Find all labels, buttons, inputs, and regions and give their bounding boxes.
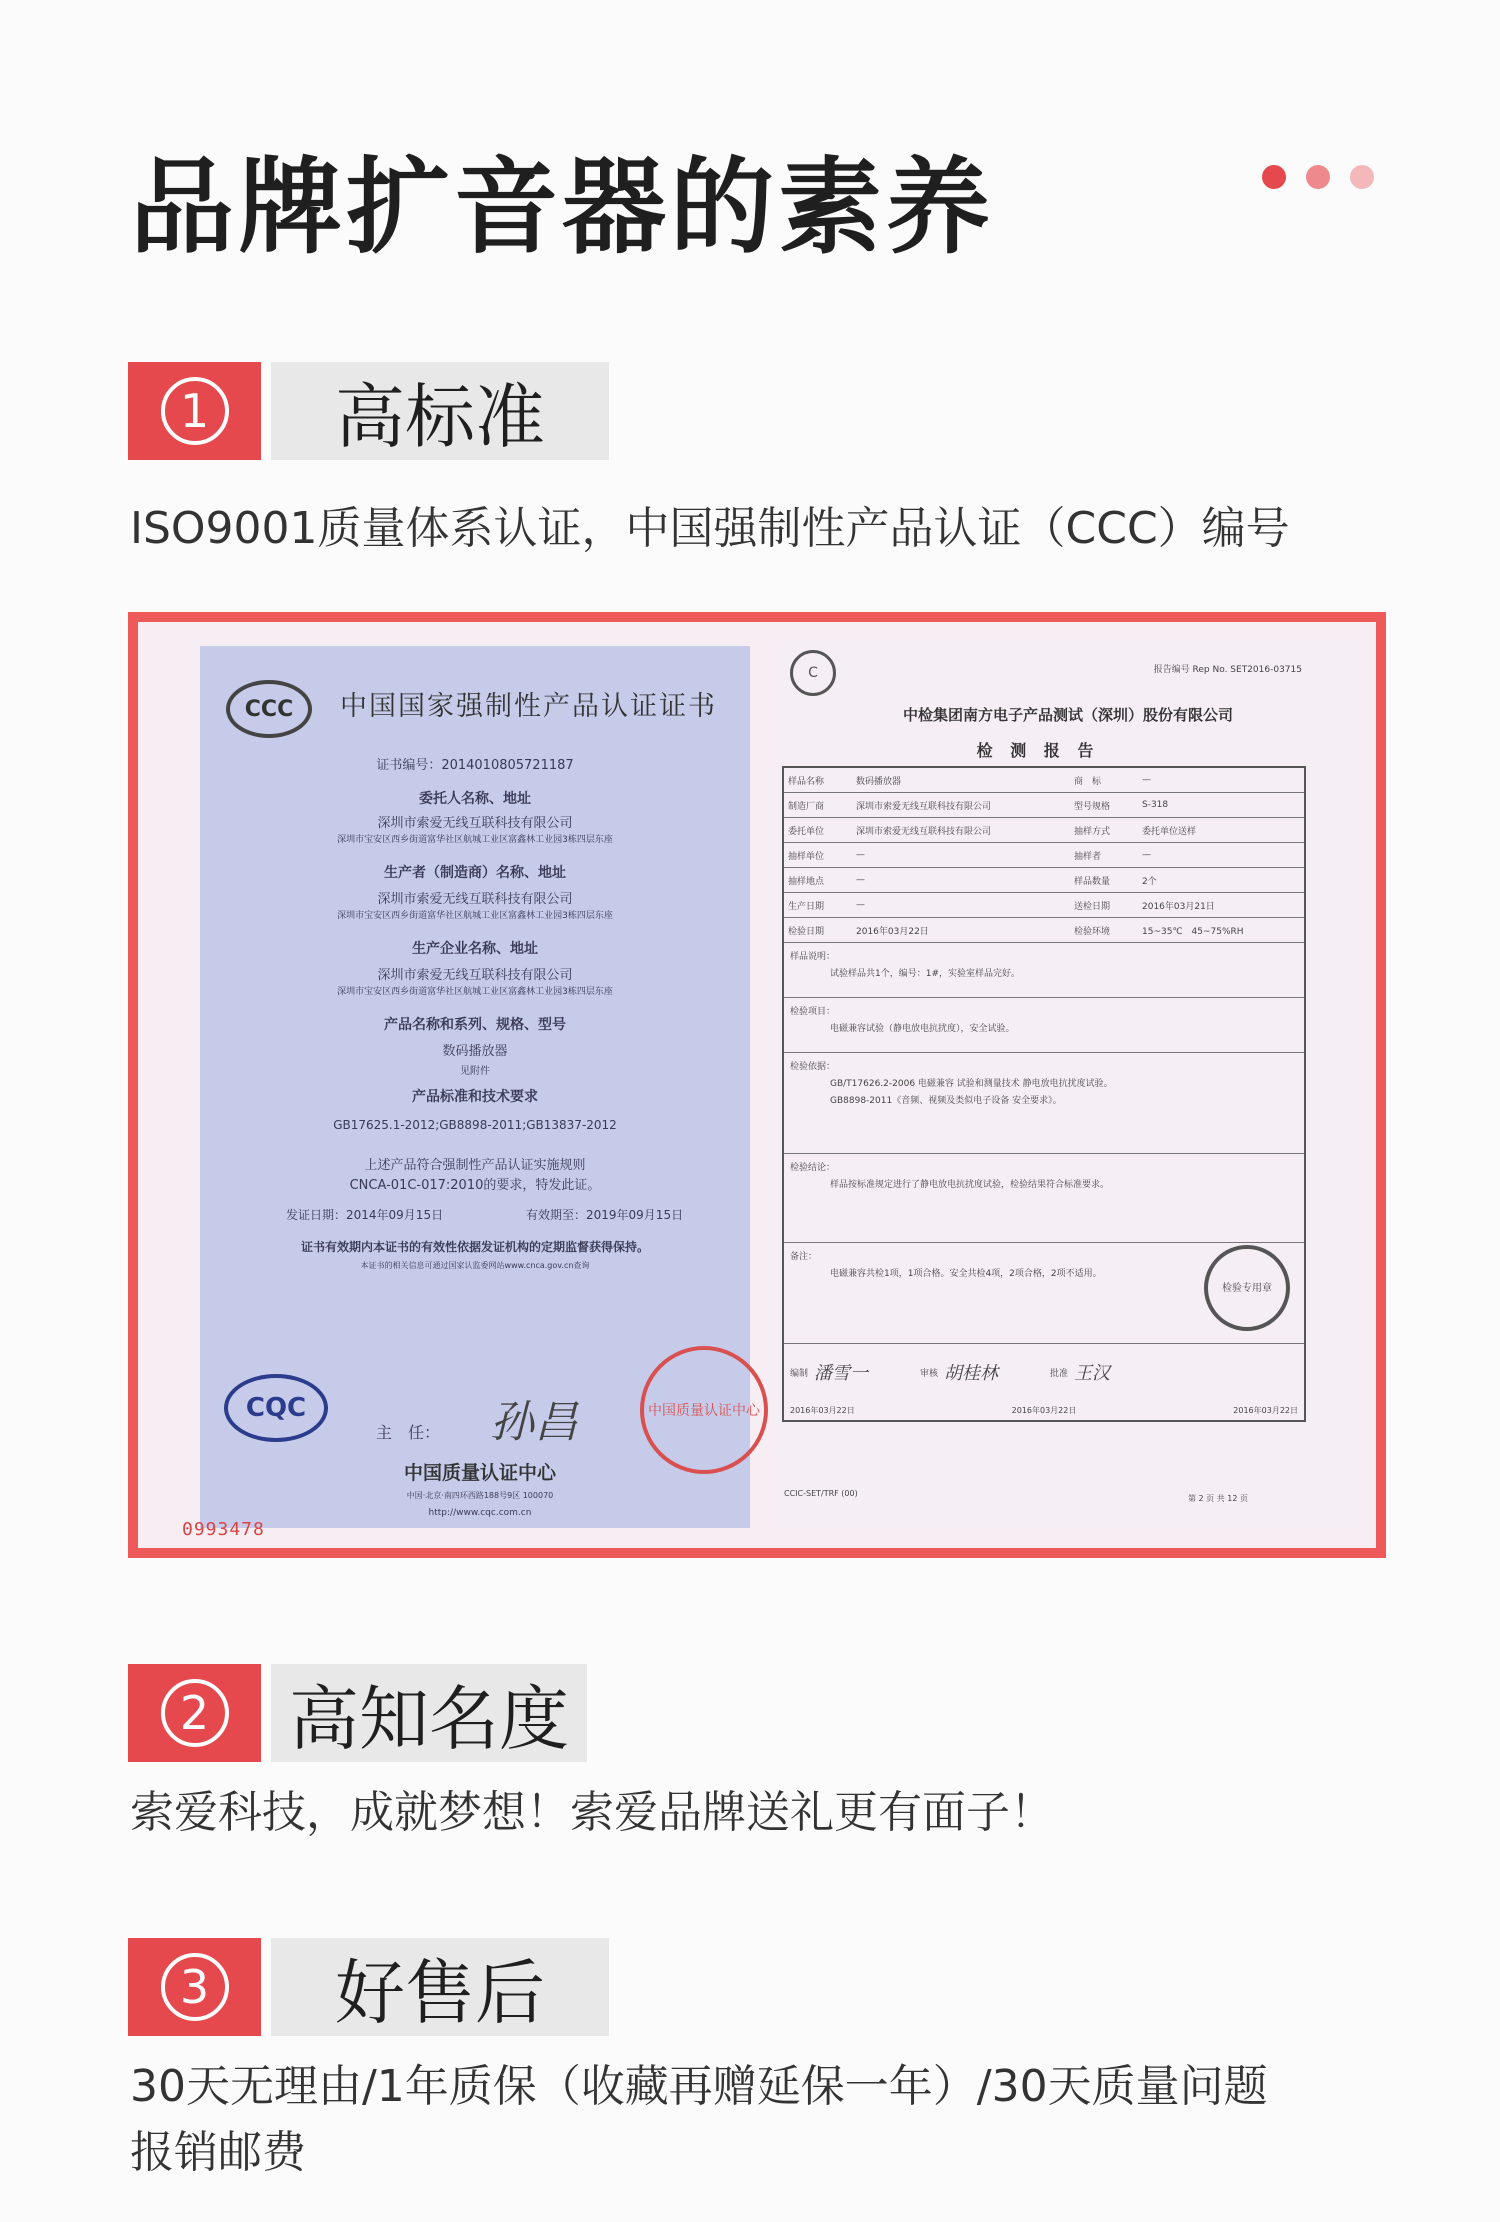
statement-2: CNCA-01C-017:2010的要求，特发此证。 xyxy=(349,1178,601,1193)
section-1-number: 1 xyxy=(161,377,229,445)
report-number: 报告编号 Rep No. SET2016-03715 xyxy=(1153,665,1302,675)
sample-description: 样品说明： 试验样品共1个，编号：1#，实验室样品完好。 xyxy=(784,943,1304,998)
table-row: 检验日期 2016年03月22日 检验环境 15~35℃ 45~75%RH xyxy=(784,918,1304,943)
section-1-number-box xyxy=(128,362,261,460)
signature-row: 编制 潘雪一 审核 胡桂林 批准 王汉 xyxy=(790,1363,1111,1384)
signature-dates: 2016年03月22日 2016年03月22日 2016年03月22日 xyxy=(790,1405,1298,1415)
factory-label: 生产企业名称、地址 xyxy=(412,941,538,957)
table-row: 制造厂商 深圳市索爱无线互联科技有限公司 型号规格 S-318 xyxy=(784,793,1304,818)
cqc-logo: CQC xyxy=(224,1374,328,1442)
section-3-number-box xyxy=(128,1938,261,2036)
section-2-description: 索爱科技，成就梦想！索爱品牌送礼更有面子！ xyxy=(130,1787,1054,1838)
manufacturer-address: 深圳市宝安区西乡街道富华社区航城工业区富鑫林工业园3栋四层东座 xyxy=(337,911,613,921)
standard-label: 产品标准和技术要求 xyxy=(412,1089,538,1105)
statement-1: 上述产品符合强制性产品认证实施规则 xyxy=(364,1158,586,1173)
pagination-dots xyxy=(1262,165,1374,189)
valid-date: 有效期至：2019年09月15日 xyxy=(526,1208,684,1222)
report-table xyxy=(782,766,1306,1422)
test-report xyxy=(778,642,1358,1528)
ccc-certificate xyxy=(200,646,760,1528)
section-3-description-line-1: 30天无理由/1年质保（收藏再赠延保一年）/30天质量问题 xyxy=(130,2061,1268,2112)
applicant-label: 委托人名称、地址 xyxy=(419,791,531,807)
manufacturer-label: 生产者（制造商）名称、地址 xyxy=(384,865,566,881)
section-2-number: 2 xyxy=(161,1679,229,1747)
director-label: 主 任： xyxy=(376,1423,441,1442)
product-model: 见附件 xyxy=(460,1066,490,1077)
table-row: 抽样地点 — 样品数量 2个 xyxy=(784,868,1304,893)
section-2-number-box xyxy=(128,1664,261,1762)
section-3-label: 好售后 xyxy=(271,1938,609,2036)
table-row: 生产日期 — 送检日期 2016年03月21日 xyxy=(784,893,1304,918)
manufacturer-name: 深圳市索爱无线互联科技有限公司 xyxy=(377,892,573,907)
validity-note: 证书有效期内本证书的有效性依据发证机构的定期监督获得保持。 xyxy=(300,1240,649,1254)
standard-text: GB17625.1-2012;GB8898-2011;GB13837-2012 xyxy=(333,1118,617,1132)
dot-3 xyxy=(1350,165,1374,189)
certificate-image-frame xyxy=(128,612,1386,1558)
product-name: 数码播放器 xyxy=(442,1044,508,1059)
applicant-name: 深圳市索爱无线互联科技有限公司 xyxy=(377,816,573,831)
section-2-header xyxy=(128,1664,587,1762)
certificate-serial: 0993478 xyxy=(182,1519,265,1540)
section-2-label: 高知名度 xyxy=(271,1664,587,1762)
report-remark: 备注： 电磁兼容共检1项，1项合格。安全共检4项，2项合格，2项不适用。 检验专用章 xyxy=(784,1243,1304,1344)
test-items: 检验项目： 电磁兼容试验（静电放电抗扰度），安全试验。 xyxy=(784,998,1304,1053)
table-row: 抽样单位 — 抽样者 — xyxy=(784,843,1304,868)
center-name: 中国质量认证中心 xyxy=(403,1462,556,1484)
ccic-logo: C xyxy=(790,650,836,696)
report-form-number: CCIC-SET/TRF (00) xyxy=(784,1489,858,1498)
ccc-certificate-title: 中国国家强制性产品认证证书 xyxy=(340,691,717,722)
factory-address: 深圳市宝安区西乡街道富华社区航城工业区富鑫林工业园3栋四层东座 xyxy=(337,987,613,997)
dot-1 xyxy=(1262,165,1286,189)
page-title: 品牌扩音器的素养 xyxy=(130,146,995,268)
section-3-number: 3 xyxy=(161,1953,229,2021)
applicant-address: 深圳市宝安区西乡街道富华社区航城工业区富鑫林工业园3栋四层东座 xyxy=(337,835,613,845)
query-note: 本证书的相关信息可通过国家认监委网站www.cnca.gov.cn查询 xyxy=(360,1261,590,1270)
report-title: 检 测 报 告 xyxy=(976,741,1100,760)
dot-2 xyxy=(1306,165,1330,189)
issue-date: 发证日期：2014年09月15日 xyxy=(286,1208,444,1222)
report-page-info: 第 2 页 共 12 页 xyxy=(1188,1494,1248,1503)
test-conclusion: 检验结论： 样品按标准规定进行了静电放电抗扰度试验，检验结果符合标准要求。 xyxy=(784,1154,1304,1243)
cert-number: 证书编号：2014010805721187 xyxy=(376,758,574,773)
cqc-seal xyxy=(640,1346,768,1474)
section-1-label: 高标准 xyxy=(271,362,609,460)
cqc-seal-text: 中国质量认证中心 xyxy=(648,1403,760,1419)
product-label: 产品名称和系列、规格、型号 xyxy=(384,1017,566,1033)
ccc-logo: CCC xyxy=(226,680,312,738)
section-3-description-line-2: 报销邮费 xyxy=(130,2127,306,2178)
center-address: 中国·北京·南四环西路188号9区 100070 xyxy=(406,1491,554,1500)
center-url: http://www.cqc.com.cn xyxy=(428,1508,532,1518)
director-signature: 孙昌 xyxy=(490,1397,578,1448)
section-1-header xyxy=(128,362,609,460)
table-row: 委托单位 深圳市索爱无线互联科技有限公司 抽样方式 委托单位送样 xyxy=(784,818,1304,843)
factory-name: 深圳市索爱无线互联科技有限公司 xyxy=(377,968,573,983)
report-organization: 中检集团南方电子产品测试（深圳）股份有限公司 xyxy=(902,706,1233,724)
test-basis: 检验依据： GB/T17626.2-2006 电磁兼容 试验和测量技术 静电放电抗扰度试验。 GB8898-2011《音频、视频及类似电子设备 安全要求》。 xyxy=(784,1053,1304,1154)
table-row: 样品名称 数码播放器 商 标 — xyxy=(784,768,1304,793)
report-seal: 检验专用章 xyxy=(1204,1245,1290,1331)
section-1-description: ISO9001质量体系认证，中国强制性产品认证（CCC）编号 xyxy=(130,503,1290,554)
section-3-header xyxy=(128,1938,609,2036)
certificate-photo xyxy=(138,622,1376,1548)
